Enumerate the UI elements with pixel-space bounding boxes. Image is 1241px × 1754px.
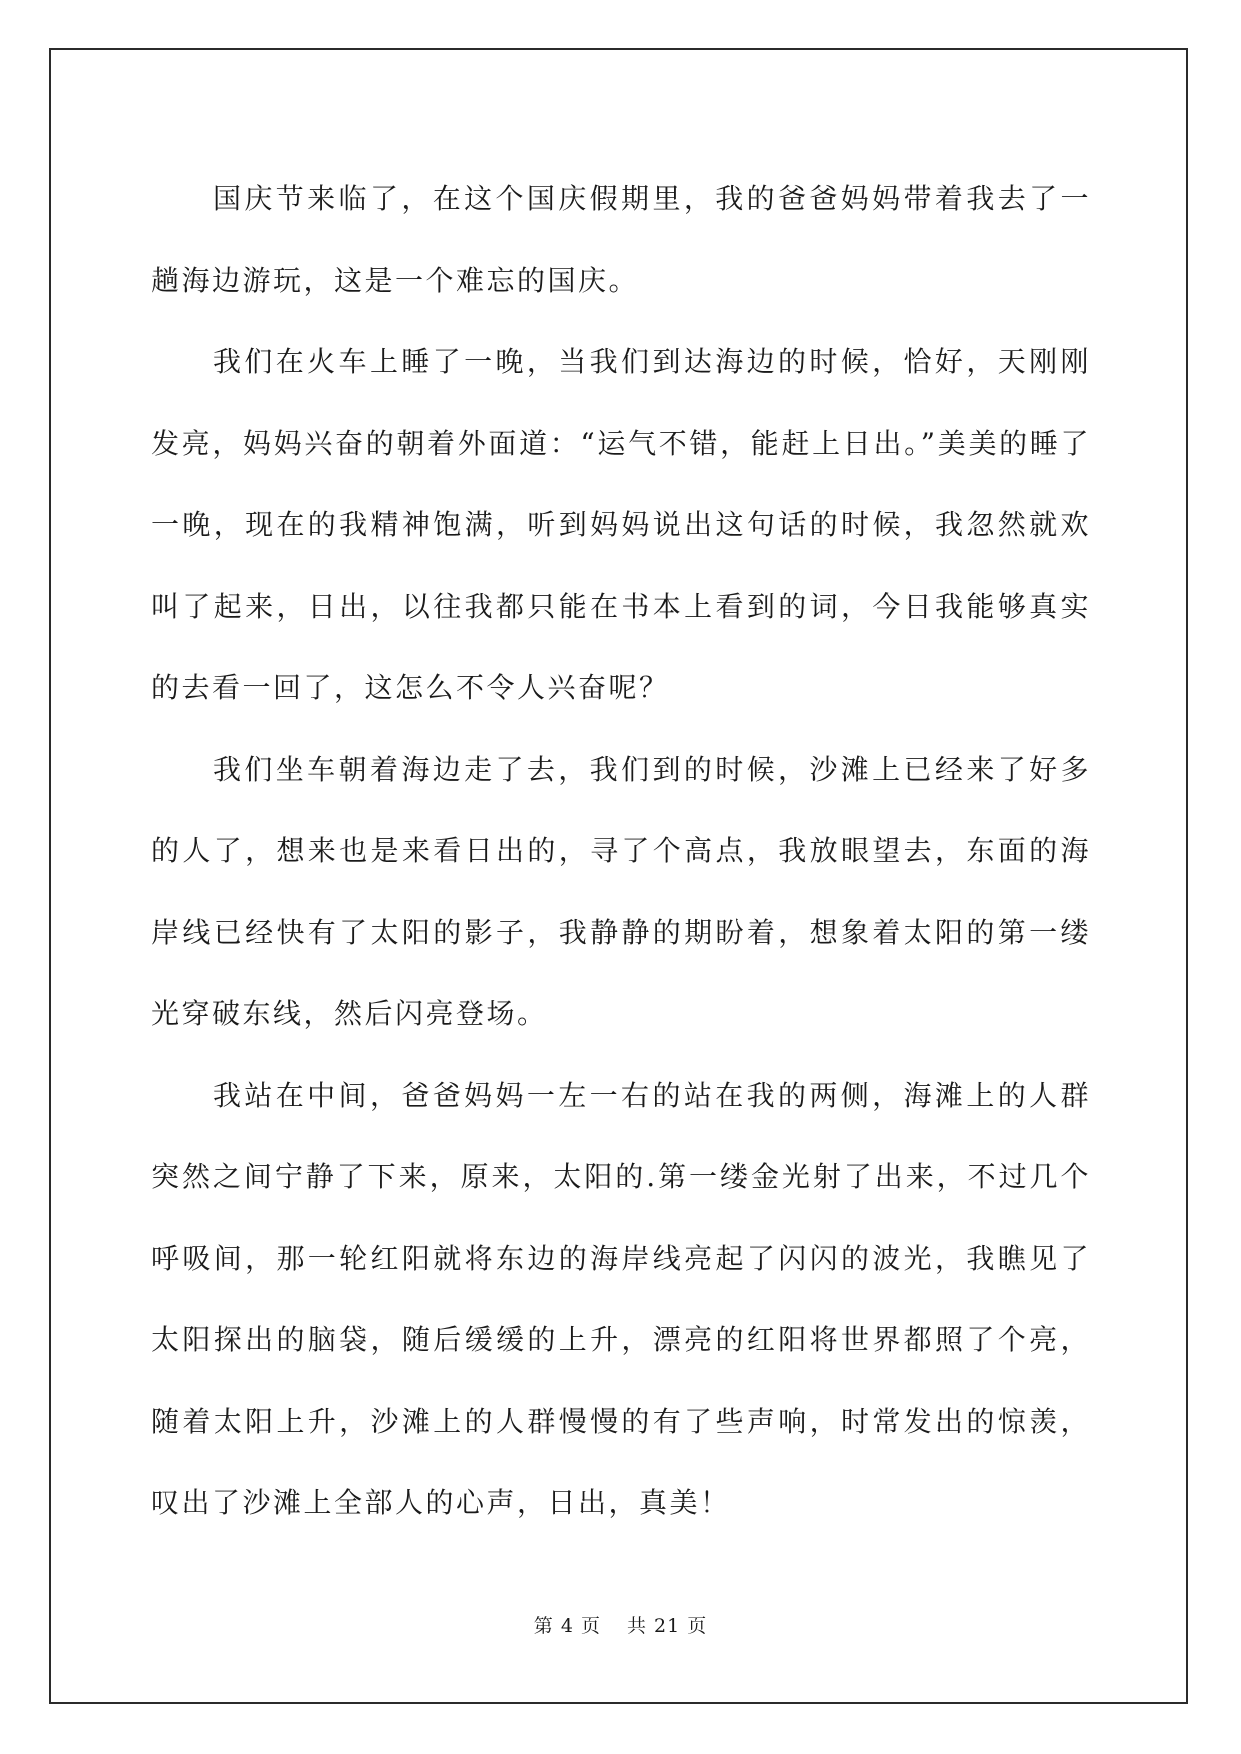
paragraph-4: 我站在中间，爸爸妈妈一左一右的站在我的两侧，海滩上的人群突然之间宁静了下来，原来，太阳的.第一缕金光射了出来，不过几个呼吸间，那一轮红阳就将东边的海岸线亮起了闪闪的波光，我瞧见了太阳探出的脑袋，随后缓缓的上升，漂亮的红阳将世界都照了个亮，随着太阳上升，沙滩上的人群慢慢的有了些声响，时常发出的惊羡，叹出了沙滩上全部人的心声，日出，真美！ xyxy=(151,1078,1091,1519)
paragraph-1: 国庆节来临了，在这个国庆假期里，我的爸爸妈妈带着我去了一趟海边游玩，这是一个难忘的国庆。 xyxy=(151,182,1091,297)
total-pages: 共 21 页 xyxy=(626,1615,708,1637)
paragraph-2: 我们在火车上睡了一晚，当我们到达海边的时候，恰好，天刚刚发亮，妈妈兴奋的朝着外面道：“运气不错，能赶上日出。”美美的睡了一晚，现在的我精神饱满，听到妈妈说出这句话的时候，我忽然就欢叫了起来，日出，以往我都只能在书本上看到的词，今日我能够真实的去看一回了，这怎么不令人兴奋呢？ xyxy=(151,345,1091,704)
document-body xyxy=(151,158,1091,1544)
page-number: 第 4 页 xyxy=(533,1615,601,1637)
page-footer xyxy=(0,1611,1241,1638)
paragraph-3: 我们坐车朝着海边走了去，我们到的时候，沙滩上已经来了好多的人了，想来也是来看日出的，寻了个高点，我放眼望去，东面的海岸线已经快有了太阳的影子，我静静的期盼着，想象着太阳的第一缕光穿破东线，然后闪亮登场。 xyxy=(151,752,1091,1030)
